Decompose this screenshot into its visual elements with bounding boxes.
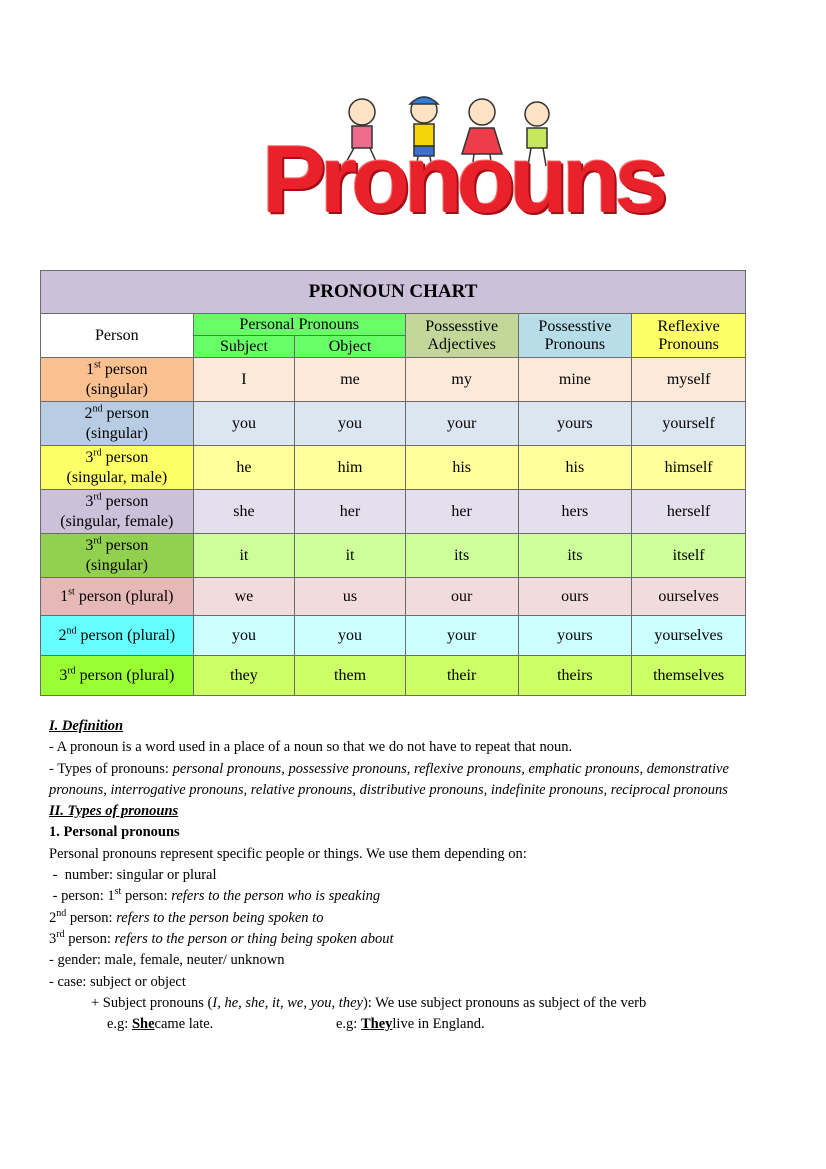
pronoun-cell: you — [193, 616, 295, 656]
pronoun-cell: my — [405, 358, 518, 402]
example-2-a: e.g: — [336, 1016, 361, 1033]
pronoun-cell: you — [295, 402, 406, 446]
pronoun-cell: we — [193, 578, 295, 616]
row-person-line2: (singular) — [85, 556, 148, 574]
pronoun-cell: herself — [632, 490, 746, 534]
types-line — [49, 759, 779, 802]
pronoun-cell: it — [295, 534, 406, 578]
notes-section — [49, 716, 779, 1035]
row-person-num: 3 — [85, 536, 94, 554]
row-person-sup: rd — [93, 491, 102, 503]
row-person-line2: (singular, male) — [66, 468, 168, 486]
row-person-line1 — [41, 492, 193, 512]
person1-b: person: — [121, 888, 172, 905]
chart-title-row — [41, 271, 746, 314]
row-person-label — [41, 446, 194, 490]
row-person-line2: (singular, female) — [60, 512, 174, 530]
row-person-label — [41, 534, 194, 578]
header-subject: Subject — [193, 336, 295, 358]
row-person-sup: rd — [93, 447, 102, 459]
pronoun-cell: their — [405, 656, 518, 696]
person2-line — [49, 908, 779, 929]
header-person: Person — [41, 314, 194, 358]
examples-line — [49, 1014, 779, 1035]
row-person-label — [41, 656, 194, 696]
pronoun-cell: they — [193, 656, 295, 696]
pronoun-cell: theirs — [518, 656, 632, 696]
pronoun-cell: yourself — [632, 402, 746, 446]
pronoun-chart — [40, 270, 746, 696]
example-1-a: e.g: — [107, 1016, 132, 1033]
pronoun-cell: she — [193, 490, 295, 534]
header-possessive-adjectives-line1: Possesstive — [425, 317, 499, 335]
example-1-c: came late. — [154, 1016, 214, 1033]
row-person-line2: (singular) — [85, 424, 148, 442]
row-person-sup: rd — [93, 535, 102, 547]
example-2-b: They — [360, 1016, 393, 1033]
row-person-sup: st — [94, 359, 101, 371]
pronoun-cell: mine — [518, 358, 632, 402]
gender-line: - gender: male, female, neuter/ unknown — [49, 952, 285, 969]
row-person-line1 — [41, 587, 193, 607]
subject-pronouns-line — [49, 993, 779, 1014]
example-1-b: She — [131, 1016, 155, 1033]
pronoun-cell: ourselves — [632, 578, 746, 616]
pronoun-cell: myself — [632, 358, 746, 402]
person3-b: person: — [64, 930, 115, 947]
row-person-text: person — [101, 492, 149, 510]
pronoun-cell: I — [193, 358, 295, 402]
row-person-label — [41, 490, 194, 534]
row-person-line1 — [41, 404, 193, 424]
types-list: personal pronouns, possessive pronouns, reflexive pronouns, emphatic pronouns, demonstrative pronouns, interrogative pronouns, relative pronouns, distributive pronouns, indefinite pronouns, reciprocal pronouns — [49, 760, 729, 798]
pronoun-cell: he — [193, 446, 295, 490]
definition-heading: I. Definition — [49, 718, 124, 734]
pronoun-cell: your — [405, 616, 518, 656]
header-possessive-adjectives — [405, 314, 518, 358]
chart-row — [41, 358, 746, 402]
person3-c: refers to the person or thing being spoken about — [114, 930, 394, 947]
person1-line — [49, 886, 779, 907]
chart-row — [41, 534, 746, 578]
chart-row — [41, 402, 746, 446]
header-reflexive-pronouns-line1: Reflexive — [657, 317, 720, 335]
pronoun-cell: you — [295, 616, 406, 656]
row-person-text: person (plural) — [75, 666, 175, 684]
pronoun-cell: yours — [518, 616, 632, 656]
pronoun-cell: yours — [518, 402, 632, 446]
pronoun-cell: yourselves — [632, 616, 746, 656]
pronoun-cell: us — [295, 578, 406, 616]
row-person-text: person — [101, 448, 149, 466]
person2-sup: nd — [56, 907, 67, 919]
row-person-label — [41, 616, 194, 656]
case-line: - case: subject or object — [49, 973, 186, 990]
pronoun-cell: hers — [518, 490, 632, 534]
row-person-line1 — [41, 666, 193, 686]
pronoun-cell: its — [405, 534, 518, 578]
types-heading: II. Types of pronouns — [49, 803, 179, 820]
row-person-sup: nd — [66, 625, 77, 637]
pronoun-cell: ours — [518, 578, 632, 616]
chart-row — [41, 490, 746, 534]
person3-sup: rd — [56, 929, 65, 941]
pronoun-cell: himself — [632, 446, 746, 490]
row-person-num: 2 — [84, 404, 93, 422]
row-person-label — [41, 402, 194, 446]
person2-b: person: — [66, 909, 117, 926]
row-person-num: 3 — [85, 448, 94, 466]
header-personal-pronouns: Personal Pronouns — [193, 314, 405, 336]
row-person-sup: st — [68, 586, 75, 598]
pronoun-cell: its — [518, 534, 632, 578]
pronoun-cell: itself — [632, 534, 746, 578]
pronoun-cell: our — [405, 578, 518, 616]
header-possessive-pronouns — [518, 314, 632, 358]
header-reflexive-pronouns-line2: Pronouns — [658, 335, 719, 353]
example-2 — [336, 1016, 485, 1032]
person2-a: 2 — [49, 909, 57, 926]
row-person-text: person — [100, 360, 148, 378]
pronoun-cell: you — [193, 402, 295, 446]
row-person-line1 — [41, 626, 193, 646]
pronoun-cell: them — [295, 656, 406, 696]
pronoun-cell: themselves — [632, 656, 746, 696]
pronoun-cell: me — [295, 358, 406, 402]
pronoun-cell: her — [295, 490, 406, 534]
number-line: - number: singular or plural — [49, 867, 217, 884]
header-possessive-pronouns-line2: Pronouns — [544, 335, 606, 353]
row-person-label — [41, 578, 194, 616]
personal-intro: Personal pronouns represent specific people or things. We use them depending on: — [49, 845, 527, 862]
row-person-text: person — [101, 536, 149, 554]
chart-row — [41, 578, 746, 616]
person3-a: 3 — [49, 930, 57, 947]
row-person-line1 — [41, 448, 193, 468]
subject-a: + Subject pronouns ( — [91, 994, 213, 1011]
chart-title: PRONOUN CHART — [41, 271, 746, 314]
row-person-num: 1 — [86, 360, 95, 378]
pronoun-cell: it — [193, 534, 295, 578]
chart-row — [41, 446, 746, 490]
personal-heading: 1. Personal pronouns — [49, 824, 180, 841]
example-1 — [107, 1014, 336, 1035]
chart-row — [41, 616, 746, 656]
types-prefix: - Types of pronouns: — [49, 760, 173, 777]
header-possessive-pronouns-line1: Possesstive — [538, 317, 612, 335]
logo-title: Pronouns — [262, 126, 662, 233]
person1-sup: st — [114, 886, 122, 898]
chart-row — [41, 656, 746, 696]
row-person-num: 3 — [59, 666, 68, 684]
pronoun-cell: his — [405, 446, 518, 490]
subject-c: ): We use subject pronouns as subject of the verb — [362, 994, 647, 1011]
person3-line — [49, 929, 779, 950]
subject-b: I, he, she, it, we, you, they — [212, 994, 363, 1011]
row-person-line2: (singular) — [85, 380, 148, 398]
row-person-num: 2 — [58, 626, 67, 644]
row-person-num: 1 — [60, 587, 69, 605]
person1-c: refers to the person who is speaking — [171, 888, 381, 905]
row-person-sup: rd — [67, 665, 76, 677]
row-person-label — [41, 358, 194, 402]
header-reflexive-pronouns — [632, 314, 746, 358]
header-object: Object — [295, 336, 406, 358]
row-person-text: person (plural) — [76, 626, 176, 644]
pronoun-cell: his — [518, 446, 632, 490]
row-person-text: person (plural) — [74, 587, 174, 605]
definition-line: - A pronoun is a word used in a place of a noun so that we do not have to repeat that noun. — [49, 739, 573, 756]
row-person-text: person — [102, 404, 150, 422]
row-person-num: 3 — [85, 492, 94, 510]
row-person-line1 — [41, 360, 193, 380]
header-possessive-adjectives-line2: Adjectives — [427, 335, 496, 353]
example-2-c: live in England. — [392, 1016, 485, 1033]
pronoun-cell: him — [295, 446, 406, 490]
person2-c: refers to the person being spoken to — [116, 909, 324, 926]
row-person-sup: nd — [92, 403, 103, 415]
header-row-1 — [41, 314, 746, 336]
pronoun-cell: your — [405, 402, 518, 446]
pronouns-logo — [262, 92, 662, 252]
pronoun-cell: her — [405, 490, 518, 534]
person1-a: - person: 1 — [49, 888, 115, 905]
row-person-line1 — [41, 536, 193, 556]
